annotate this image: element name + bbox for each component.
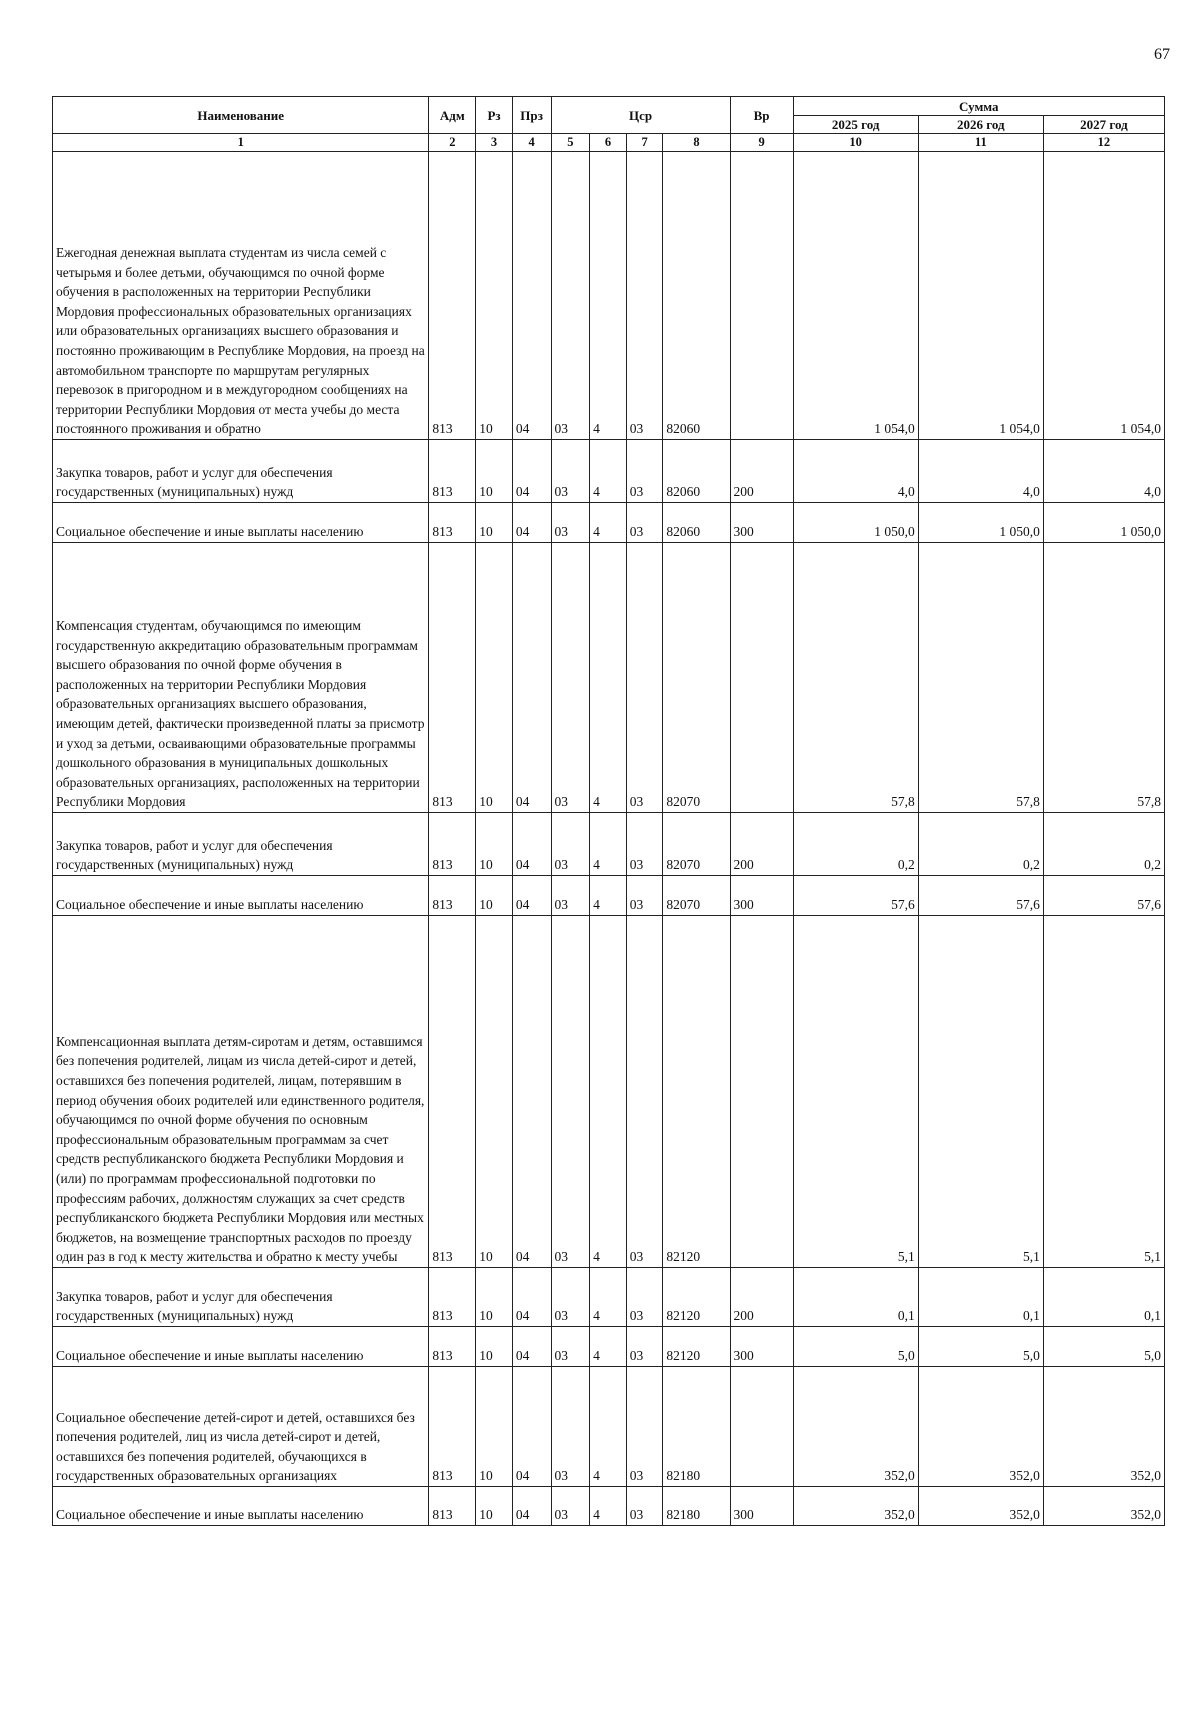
row-prz: 04 [512,1367,551,1487]
row-prz: 04 [512,152,551,440]
row-name: Компенсация студентам, обучающимся по имеющим государственную аккредитацию образовательным программам высшего образования по очной форме обучения в расположенных на территории Республики Мордовия образовательных организациях высшего образования, имеющим детей, фактически произведенной платы за присмотр и уход за детьми, осваивающими образовательные программы дошкольного образования в муниципальных дошкольных образовательных организациях, расположенных на территории Республики Мордовия [53,543,429,813]
row-amount-2025: 0,1 [793,1268,918,1327]
row-amount-2026: 0,2 [918,813,1043,876]
row-rz: 10 [476,1327,513,1367]
row-adm: 813 [429,543,476,813]
row-csr-6: 4 [590,1327,627,1367]
header-year-2026: 2026 год [918,116,1043,134]
row-csr-8: 82060 [663,440,730,503]
col-number: 9 [730,134,793,152]
table-row [53,813,1165,876]
row-rz: 10 [476,503,513,543]
row-rz: 10 [476,1487,513,1526]
row-csr-5: 03 [551,1327,590,1367]
header-year-2027: 2027 год [1043,116,1164,134]
row-csr-7: 03 [626,152,663,440]
row-adm: 813 [429,1367,476,1487]
row-name: Социальное обеспечение и иные выплаты населению [53,1327,429,1367]
row-amount-2026: 4,0 [918,440,1043,503]
row-amount-2027: 5,0 [1043,1327,1164,1367]
row-vr [730,543,793,813]
row-prz: 04 [512,1487,551,1526]
col-number: 4 [512,134,551,152]
row-csr-8: 82060 [663,503,730,543]
row-rz: 10 [476,440,513,503]
table-row [53,440,1165,503]
row-csr-5: 03 [551,916,590,1268]
col-number: 8 [663,134,730,152]
row-csr-8: 82120 [663,1268,730,1327]
row-csr-7: 03 [626,1268,663,1327]
col-number: 10 [793,134,918,152]
row-prz: 04 [512,503,551,543]
row-adm: 813 [429,440,476,503]
row-csr-5: 03 [551,543,590,813]
row-name: Социальное обеспечение и иные выплаты населению [53,876,429,916]
row-amount-2026: 5,1 [918,916,1043,1268]
row-prz: 04 [512,876,551,916]
col-number: 12 [1043,134,1164,152]
row-csr-8: 82180 [663,1367,730,1487]
table-row [53,916,1165,1268]
row-adm: 813 [429,1268,476,1327]
row-amount-2025: 57,8 [793,543,918,813]
row-vr: 200 [730,813,793,876]
header-summa: Сумма [793,97,1164,116]
row-csr-6: 4 [590,916,627,1268]
row-amount-2026: 5,0 [918,1327,1043,1367]
row-amount-2026: 0,1 [918,1268,1043,1327]
header-vr: Вр [730,97,793,134]
row-amount-2027: 57,6 [1043,876,1164,916]
row-prz: 04 [512,916,551,1268]
row-amount-2027: 1 050,0 [1043,503,1164,543]
row-csr-5: 03 [551,503,590,543]
row-adm: 813 [429,503,476,543]
header-adm: Адм [429,97,476,134]
budget-table [52,96,1165,1526]
row-csr-7: 03 [626,1367,663,1487]
table-row [53,152,1165,440]
row-amount-2027: 0,2 [1043,813,1164,876]
row-csr-8: 82070 [663,876,730,916]
header-prz: Прз [512,97,551,134]
row-adm: 813 [429,1487,476,1526]
row-rz: 10 [476,1268,513,1327]
row-vr [730,916,793,1268]
table-row [53,1367,1165,1487]
row-rz: 10 [476,1367,513,1487]
col-number: 11 [918,134,1043,152]
row-csr-6: 4 [590,1367,627,1487]
col-number: 1 [53,134,429,152]
row-csr-5: 03 [551,152,590,440]
row-adm: 813 [429,1327,476,1367]
row-amount-2025: 352,0 [793,1367,918,1487]
table-row [53,1327,1165,1367]
row-csr-6: 4 [590,543,627,813]
header-rz: Рз [476,97,513,134]
row-amount-2026: 57,8 [918,543,1043,813]
row-rz: 10 [476,876,513,916]
row-amount-2025: 352,0 [793,1487,918,1526]
row-amount-2025: 57,6 [793,876,918,916]
col-number: 5 [551,134,590,152]
row-vr: 300 [730,503,793,543]
row-adm: 813 [429,916,476,1268]
table-row [53,876,1165,916]
row-adm: 813 [429,152,476,440]
row-amount-2026: 352,0 [918,1487,1043,1526]
row-vr: 300 [730,1487,793,1526]
row-amount-2026: 352,0 [918,1367,1043,1487]
col-number: 6 [590,134,627,152]
row-csr-8: 82070 [663,543,730,813]
row-name: Закупка товаров, работ и услуг для обеспечения государственных (муниципальных) нужд [53,440,429,503]
row-csr-7: 03 [626,876,663,916]
row-csr-7: 03 [626,1487,663,1526]
row-rz: 10 [476,543,513,813]
row-csr-7: 03 [626,440,663,503]
row-amount-2027: 1 054,0 [1043,152,1164,440]
row-name: Закупка товаров, работ и услуг для обеспечения государственных (муниципальных) нужд [53,1268,429,1327]
table-row [53,543,1165,813]
row-csr-5: 03 [551,1367,590,1487]
header-csr: Цср [551,97,730,134]
row-amount-2027: 352,0 [1043,1367,1164,1487]
row-prz: 04 [512,813,551,876]
row-prz: 04 [512,543,551,813]
table-row [53,503,1165,543]
row-vr: 200 [730,440,793,503]
col-number: 7 [626,134,663,152]
row-vr [730,152,793,440]
col-number: 3 [476,134,513,152]
row-csr-5: 03 [551,1268,590,1327]
row-prz: 04 [512,1327,551,1367]
row-prz: 04 [512,1268,551,1327]
row-csr-6: 4 [590,503,627,543]
row-amount-2025: 5,0 [793,1327,918,1367]
row-amount-2027: 352,0 [1043,1487,1164,1526]
row-vr [730,1367,793,1487]
row-csr-5: 03 [551,813,590,876]
row-vr: 300 [730,876,793,916]
row-amount-2026: 1 050,0 [918,503,1043,543]
row-name: Компенсационная выплата детям-сиротам и детям, оставшимся без попечения родителей, лицам из числа детей-сирот и детей, оставшихся без попечения родителей, лицам, потерявшим в период обучения обоих родителей или единственного родителя, обучающимся по очной форме обучения по основным профессиональным образовательным программам за счет средств республиканского бюджета Республики Мордовия и (или) по программам профессиональной подготовки по профессиям рабочих, должностям служащих за счет средств республиканского бюджета Республики Мордовия или местных бюджетов, на возмещение транспортных расходов по проезду один раз в год к месту жительства и обратно к месту учебы [53,916,429,1268]
row-amount-2027: 0,1 [1043,1268,1164,1327]
table-row [53,1487,1165,1526]
row-csr-8: 82120 [663,1327,730,1367]
row-name: Социальное обеспечение и иные выплаты населению [53,503,429,543]
page-number: 67 [1154,46,1170,63]
header-name: Наименование [53,97,429,134]
row-csr-6: 4 [590,1268,627,1327]
row-csr-6: 4 [590,440,627,503]
row-csr-5: 03 [551,440,590,503]
header-year-2025: 2025 год [793,116,918,134]
row-rz: 10 [476,916,513,1268]
row-name: Социальное обеспечение и иные выплаты населению [53,1487,429,1526]
row-amount-2025: 1 050,0 [793,503,918,543]
row-amount-2026: 57,6 [918,876,1043,916]
row-amount-2027: 5,1 [1043,916,1164,1268]
row-rz: 10 [476,152,513,440]
row-amount-2026: 1 054,0 [918,152,1043,440]
row-csr-8: 82120 [663,916,730,1268]
row-csr-5: 03 [551,876,590,916]
row-name: Ежегодная денежная выплата студентам из числа семей с четырьмя и более детьми, обучающимся по очной форме обучения в расположенных на территории Республики Мордовия профессиональных образовательных организациях или образовательных организациях высшего образования и постоянно проживающим в Республике Мордовия, на проезд на автомобильном транспорте по маршрутам регулярных перевозок в пригородном и в междугородном сообщениях на территории Республики Мордовия от места учебы до места постоянного проживания и обратно [53,152,429,440]
row-rz: 10 [476,813,513,876]
row-csr-7: 03 [626,503,663,543]
row-csr-6: 4 [590,813,627,876]
row-amount-2027: 4,0 [1043,440,1164,503]
row-adm: 813 [429,813,476,876]
row-amount-2025: 1 054,0 [793,152,918,440]
row-vr: 300 [730,1327,793,1367]
row-csr-6: 4 [590,1487,627,1526]
row-csr-7: 03 [626,1327,663,1367]
row-name: Закупка товаров, работ и услуг для обеспечения государственных (муниципальных) нужд [53,813,429,876]
table-row [53,1268,1165,1327]
row-csr-5: 03 [551,1487,590,1526]
row-amount-2025: 5,1 [793,916,918,1268]
row-csr-8: 82060 [663,152,730,440]
row-name: Социальное обеспечение детей-сирот и детей, оставшихся без попечения родителей, лиц из числа детей-сирот и детей, оставшихся без попечения родителей, обучающихся в государственных образовательных организациях [53,1367,429,1487]
row-prz: 04 [512,440,551,503]
row-csr-8: 82070 [663,813,730,876]
row-csr-7: 03 [626,813,663,876]
row-csr-7: 03 [626,543,663,813]
row-adm: 813 [429,876,476,916]
row-amount-2025: 4,0 [793,440,918,503]
row-csr-6: 4 [590,152,627,440]
row-amount-2027: 57,8 [1043,543,1164,813]
row-csr-6: 4 [590,876,627,916]
row-csr-7: 03 [626,916,663,1268]
row-vr: 200 [730,1268,793,1327]
row-amount-2025: 0,2 [793,813,918,876]
row-csr-8: 82180 [663,1487,730,1526]
col-number: 2 [429,134,476,152]
